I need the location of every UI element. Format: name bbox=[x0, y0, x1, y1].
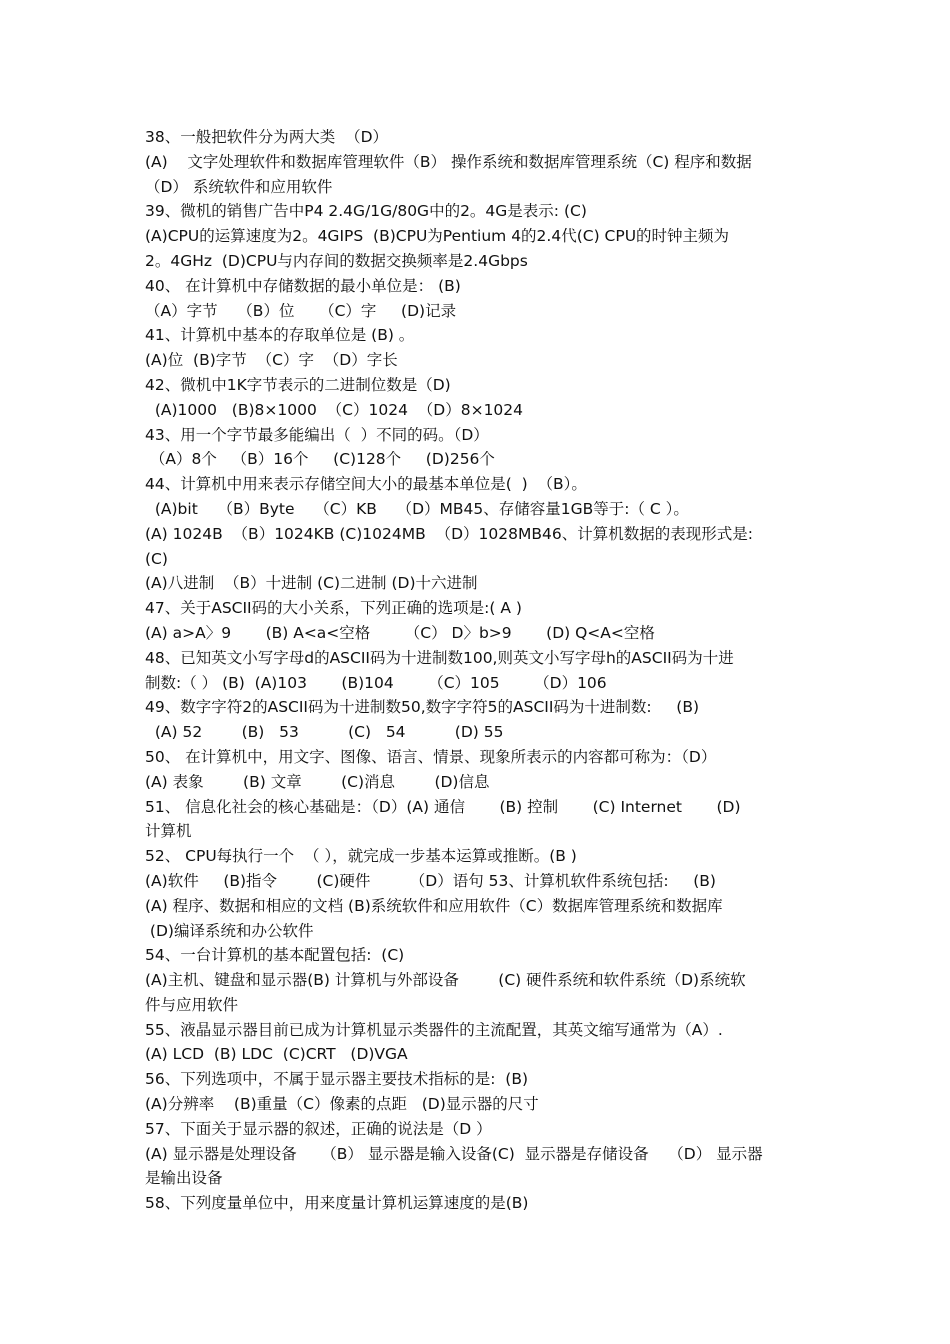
question-53-options: (A) 程序、数据和相应的文档 (B)系统软件和应用软件（C）数据库管理系统和数据库 bbox=[145, 896, 723, 915]
question-49-heading: 49、数字字符2的ASCII码为十进制数50,数字字符5的ASCII码为十进制数: (B) bbox=[145, 698, 699, 717]
question-47-options: (A) a>A〉9 (B) A<a<空格 （C） D〉b>9 (D) Q<A<空格 bbox=[145, 623, 655, 642]
question-40-options: （A）字节 （B）位 （C）字 (D)记录 bbox=[145, 301, 457, 320]
question-50-options: (A) 表象 (B) 文章 (C)消息 (D)信息 bbox=[145, 772, 490, 791]
question-52-heading: 52、 CPU每执行一个 （ ），就完成一步基本运算或推断。(B ) bbox=[145, 847, 577, 866]
question-55-heading: 55、液晶显示器目前已成为计算机显示类器件的主流配置，其英文缩写通常为（A）. bbox=[145, 1020, 723, 1039]
question-47-heading: 47、关于ASCII码的大小关系，下列正确的选项是:( A ) bbox=[145, 599, 522, 618]
question-39-options: (A)CPU的运算速度为2。4GIPS (B)CPU为Pentium 4的2.4代(C) CPU的时钟主频为 bbox=[145, 227, 730, 246]
question-41-heading: 41、计算机中基本的存取单位是 (B) 。 bbox=[145, 326, 415, 345]
question-56-heading: 56、下列选项中，不属于显示器主要技术指标的是: (B) bbox=[145, 1070, 529, 1089]
question-text-block bbox=[145, 125, 813, 1216]
question-39-options-continued: 2。4GHz (D)CPU与内存间的数据交换频率是2.4Gbps bbox=[145, 251, 528, 270]
question-52-53-options: (A)软件 (B)指令 (C)硬件 （D）语句 53、计算机软件系统包括: (B) bbox=[145, 871, 716, 890]
question-41-options: (A)位 (B)字节 （C）字 （D）字长 bbox=[145, 351, 398, 370]
question-54-heading: 54、一台计算机的基本配置包括: (C) bbox=[145, 946, 405, 965]
question-44-45-options: (A)bit （B）Byte （C）KB （D）MB45、存储容量1GB等于:（ C ）。 bbox=[145, 499, 689, 518]
question-43-heading: 43、用一个字节最多能编出（ ）不同的码。（D） bbox=[145, 425, 489, 444]
question-42-options: (A)1000 (B)8×1000 （C）1024 （D）8×1024 bbox=[145, 400, 524, 419]
question-48-options: 制数:（ ） (B) (A)103 (B)104 （C）105 （D）106 bbox=[145, 673, 607, 692]
question-56-options: (A)分辨率 (B)重量（C）像素的点距 (D)显示器的尺寸 bbox=[145, 1095, 539, 1114]
question-57-heading: 57、下面关于显示器的叙述，正确的说法是（D ） bbox=[145, 1119, 492, 1138]
question-48-heading: 48、已知英文小写字母d的ASCII码为十进制数100,则英文小写字母h的ASCII码为十进 bbox=[145, 648, 734, 667]
question-58-heading: 58、下列度量单位中，用来度量计算机运算速度的是(B) bbox=[145, 1194, 529, 1213]
question-49-options: (A) 52 (B) 53 (C) 54 (D) 55 bbox=[145, 723, 504, 742]
question-38-options-continued: （D） 系统软件和应用软件 bbox=[145, 177, 333, 196]
question-43-options: （A）8个 （B）16个 (C)128个 (D)256个 bbox=[145, 450, 495, 469]
question-57-options-continued: 是输出设备 bbox=[145, 1169, 223, 1188]
question-57-options: (A) 显示器是处理设备 （B） 显示器是输入设备(C) 显示器是存储设备 （D） 显示器 bbox=[145, 1144, 763, 1163]
question-51-options-continued: 计算机 bbox=[145, 822, 192, 841]
question-38-options: (A) 文字处理软件和数据库管理软件（B） 操作系统和数据库管理系统（C) 程序和数据 bbox=[145, 152, 752, 171]
question-54-options: (A)主机、键盘和显示器(B) 计算机与外部设备 (C) 硬件系统和软件系统（D)系统软 bbox=[145, 971, 746, 990]
question-55-options: (A) LCD (B) LDC (C)CRT (D)VGA bbox=[145, 1045, 408, 1064]
question-50-heading: 50、 在计算机中，用文字、图像、语言、情景、现象所表示的内容都可称为：（D） bbox=[145, 747, 717, 766]
question-39-heading: 39、微机的销售广告中P4 2.4G/1G/80G中的2。4G是表示: (C) bbox=[145, 202, 587, 221]
question-44-heading: 44、计算机中用来表示存储空间大小的最基本单位是( ) （B）。 bbox=[145, 475, 587, 494]
question-53-options-continued: (D)编译系统和办公软件 bbox=[145, 921, 314, 940]
question-42-heading: 42、微机中1K字节表示的二进制位数是（D) bbox=[145, 375, 451, 394]
question-45-46-options: (A) 1024B （B）1024KB (C)1024MB （D）1028MB46、计算机数据的表现形式是: bbox=[145, 524, 753, 543]
question-46-answer: (C) bbox=[145, 549, 168, 568]
question-46-options: (A)八进制 （B）十进制 (C)二进制 (D)十六进制 bbox=[145, 574, 478, 593]
question-40-heading: 40、 在计算机中存储数据的最小单位是： (B) bbox=[145, 276, 461, 295]
question-51-heading: 51、 信息化社会的核心基础是：（D）(A) 通信 (B) 控制 (C) Internet (D) bbox=[145, 797, 741, 816]
question-38-heading: 38、一般把软件分为两大类 （D） bbox=[145, 128, 389, 146]
question-54-options-continued: 件与应用软件 bbox=[145, 995, 239, 1014]
